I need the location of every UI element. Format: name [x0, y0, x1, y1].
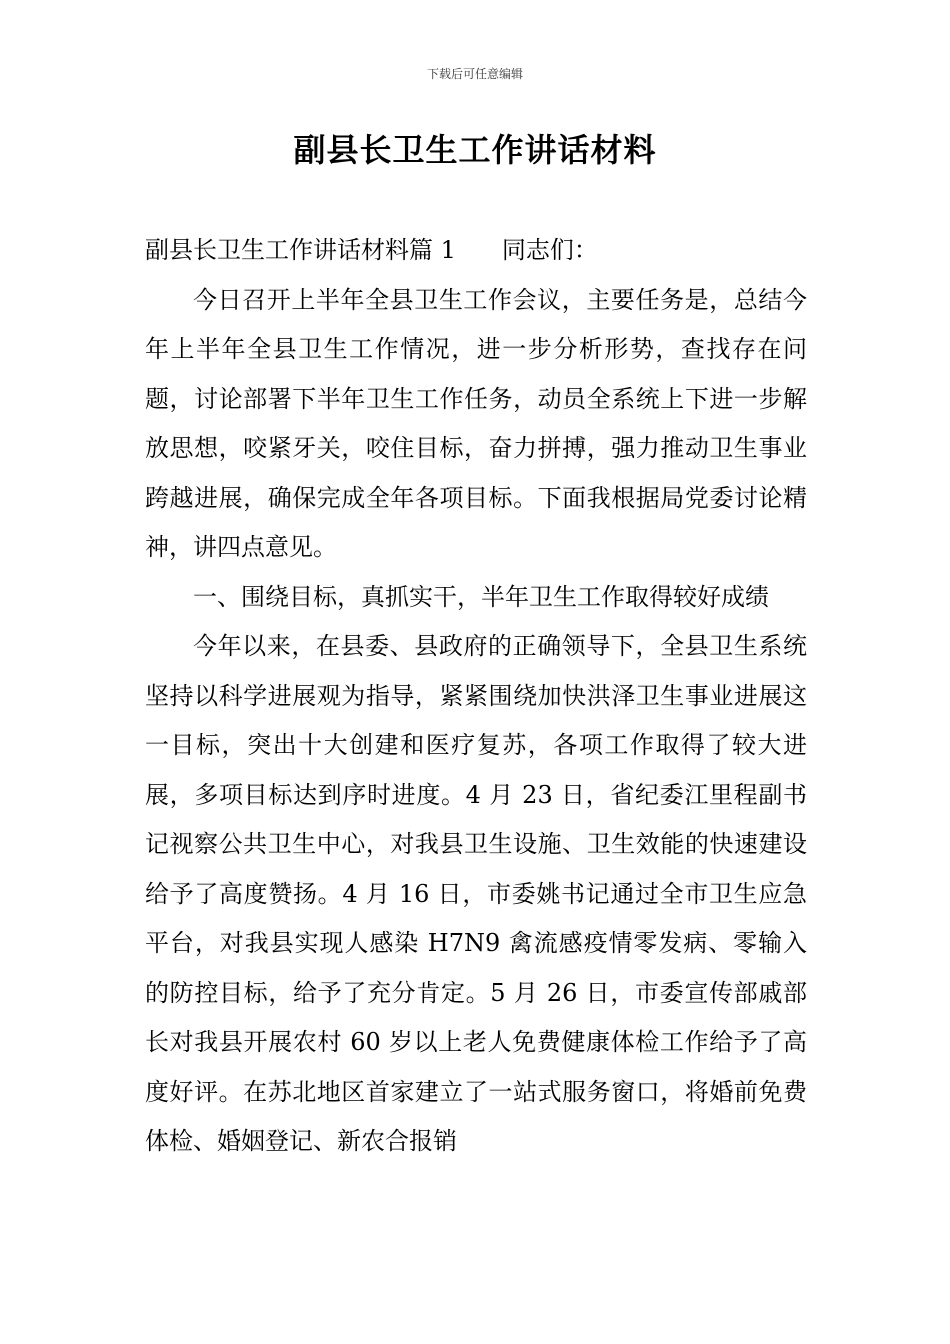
section-label: 副县长卫生工作讲话材料篇 1 — [145, 236, 456, 264]
salutation: 同志们： — [501, 236, 598, 264]
document-body — [145, 226, 807, 1167]
paragraph-opening: 今日召开上半年全县卫生工作会议，主要任务是，总结今年上半年全县卫生工作情况，进一步分析形势，查找存在问题，讨论部署下半年卫生工作任务，动员全系统上下进一步解放思想，咬紧牙关，咬住目标，奋力拼搏，强力推动卫生事业跨越进展，确保完成全年各项目标。下面我根据局党委讨论精神，讲四点意见。 — [145, 285, 807, 561]
paragraph-achievements: 今年以来，在县委、县政府的正确领导下，全县卫生系统坚持以科学进展观为指导，紧紧围绕加快洪泽卫生事业进展这一目标，突出十大创建和医疗复苏，各项工作取得了较大进展，多项目标达到序时进度。4 月 23 日，省纪委江里程副书记视察公共卫生中心，对我县卫生设施、卫生效能的快速建设给予了高度赞扬。4 月 16 日，市委姚书记通过全市卫生应急平台，对我县实现人感染 H7N9 禽流感疫情零发病、零输入的防控目标，给予了充分肯定。5 月 26 日，市委宣传部戚部长对我县开展农村 60 岁以上老人免费健康体检工作给予了高度好评。在苏北地区首家建立了一站式服务窗口，将婚前免费体检、婚姻登记、新农合报销 — [145, 632, 807, 1155]
intro-line — [145, 226, 807, 276]
document-title: 副县长卫生工作讲话材料 — [293, 131, 657, 169]
section-heading-1: 一、围绕目标，真抓实干，半年卫生工作取得较好成绩 — [193, 582, 769, 611]
header-note: 下载后可任意编辑 — [426, 67, 523, 81]
